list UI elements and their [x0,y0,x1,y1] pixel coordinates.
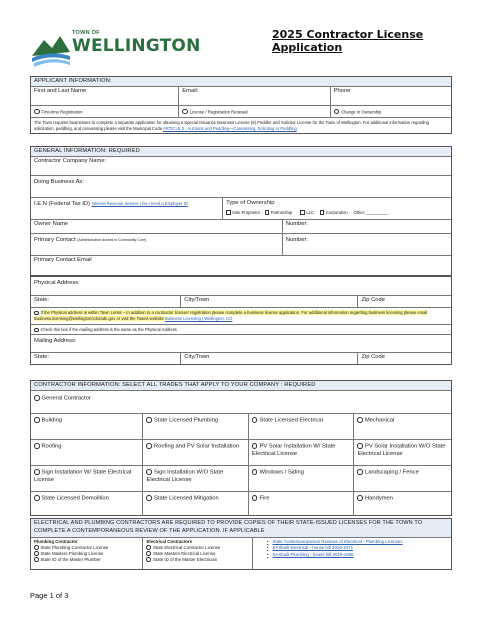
radio-icon [34,417,40,423]
applicant-section [30,76,452,134]
plumbing-item[interactable]: State ID of the Master Plumber [34,557,139,563]
logo-wellington: WELLINGTON [72,36,201,56]
own-llc-checkbox[interactable]: LLC [300,210,314,215]
primary-contact-field[interactable]: Primary Contact (Administrative Access in Community Core) [34,237,147,243]
radio-icon [34,443,40,449]
checkbox-icon [265,210,270,215]
radio-icon [146,495,152,501]
same-address-checkbox[interactable]: Check this box if the mailing address is the same as the Physical Address [31,325,451,334]
ownership-type [222,198,451,219]
document-title: 2025 Contractor License Application [272,28,424,54]
logo-town-of: TOWN OF [72,30,100,36]
ownership-type-label: Type of Ownership [226,200,275,206]
plumbing-title: Plumbing Contractor [34,539,78,544]
radio-icon [146,557,151,562]
trade-option[interactable]: Building [31,414,142,439]
radio-icon [34,311,39,316]
radio-icon [34,545,39,550]
radio-icon [34,551,39,556]
physical-address-field[interactable]: Physical Address: [34,280,80,286]
general-section [30,146,452,276]
trade-option[interactable]: Handymen [353,492,451,515]
radio-icon [252,495,258,501]
checkbox-icon [320,210,325,215]
state-field[interactable]: State: [34,297,50,303]
licenses-section [30,518,452,570]
radio-icon [34,469,40,475]
license-link[interactable]: • SAXbuilt Electrical - house bill 2016-1071 [267,545,448,551]
trade-option[interactable]: State Licensed Plumbing [142,414,248,439]
radio-icon [34,495,40,501]
owner-number-field[interactable]: Number: [282,220,451,233]
radio-icon [357,469,363,475]
primary-email-field[interactable]: Primary Contact Email [34,257,92,263]
radio-icon [146,443,152,449]
renewal-option[interactable]: License / Registration Renewal [178,106,329,117]
trade-option[interactable]: Sign Installation W/ State Electrical License [34,469,132,483]
change-ownership-option[interactable]: Change in Ownership [330,106,451,117]
applicant-header: APPLICANT INFORMATION: [31,77,451,86]
radio-icon [182,109,188,115]
license-link[interactable]: • State Contemporaneous Reviews of Electrical - Plumbing Licenses [267,539,448,545]
electrical-title: Electrical Contractors [146,539,193,544]
radio-icon [146,551,151,556]
trade-option[interactable]: Windows / Siding [248,466,354,491]
trade-option[interactable]: Fire [248,492,354,515]
solicitor-note: The Town requires businesses to complete a separate application for obtaining a Special Issuance Business License (8) Peddler and Solicitor License for the Town of Wellington. For additional information regarding solicitation, peddling, and canvassing please visit the Municipal Code ARTICLE 3 - Auctions and Peddling—Canvassing, Soliciting or Peddling [34,120,430,131]
trade-general-contractor[interactable]: General Contractor [31,391,451,413]
plumbing-contractor-list [31,538,142,569]
radio-icon [252,417,258,423]
radio-icon [334,109,340,115]
own-corporation-checkbox[interactable]: Corporation [320,210,348,215]
city-field[interactable]: City/Town [180,296,357,307]
owner-name-field[interactable]: Owner Name [34,221,69,227]
trade-option[interactable]: Sign Installation W/O State Electrical License [142,466,248,491]
own-sole-checkbox[interactable]: Sole Proprietor [226,210,260,215]
trade-option[interactable]: State Licensed Mitigation [142,492,248,515]
own-partnership-checkbox[interactable]: Partnership [265,210,292,215]
radio-icon [146,469,152,475]
trade-option[interactable]: Landscaping / Fence [353,466,451,491]
trade-option[interactable]: State Licensed Demolition [31,492,142,515]
mailing-address-field[interactable]: Mailing Address: [34,338,77,344]
zip-field[interactable]: Zip Code [357,296,451,307]
license-link[interactable]: • SAXbuilt Plumbing - house bill 2019-1086 [267,552,448,558]
trade-option[interactable]: State Licensed Electrical [248,414,354,439]
checkbox-icon [226,210,231,215]
irs-employer-id-link[interactable]: Internal Revenue Service | Do I need a Employer ID [91,201,188,206]
company-name-field[interactable]: Contractor Company Name: [34,158,107,164]
general-header: GENERAL INFORMATION: REQUIRED [31,147,451,156]
electrical-item[interactable]: State Electrical Contractor License [146,545,248,551]
radio-icon [357,417,363,423]
trade-option[interactable]: PV Solar Installation W/O State Electrical License [353,440,451,465]
municipal-code-link[interactable]: ARTICLE 3 - Auctions and Peddling—Canvassing, Soliciting or Peddling [162,125,297,131]
contact-number-field[interactable]: Number: [282,234,451,255]
trades-section [30,380,452,516]
electrical-item[interactable]: State ID of the Master Electrician [146,557,248,563]
radio-icon [252,469,258,475]
email-field[interactable]: Email: [178,87,329,105]
phone-field[interactable]: Phone [330,87,451,105]
dba-field[interactable]: Doing Business As: [34,179,84,185]
radio-icon [34,328,39,333]
plumbing-item[interactable]: State Plumbing Contractor License [34,545,139,551]
own-other-field[interactable]: Other:__________ [353,210,389,216]
page-number: Page 1 of 3 [30,591,69,600]
business-licensing-link[interactable]: Business Licensing | Wellington, CO [165,316,233,322]
first-last-name-field[interactable]: First and Last Name [34,88,87,94]
first-time-registration-option[interactable]: First-time Registration [31,106,178,117]
radio-icon [357,495,363,501]
trade-option[interactable]: Mechanical [353,414,451,439]
business-license-notice: If the Physical address is within Town Limits – In addition to a contractor license/ registration please complete a business license application. For additional information regarding business licensing please email Business.licensing@wellingtoncolorado.gov or visit the Towns website Business Licensing | Wellington, CO [34,310,428,322]
checkbox-icon [300,210,305,215]
licenses-header: ELECTRICAL AND PLUMBING CONTRACTORS ARE REQUIRED TO PROVIDE COPIES OF THEIR STATE-ISSUED LICENSES FOR THE TOWN TO COMPLETE A CONTEMPORANEOUS REVIEW OF THE APPLICATION. IF APPLICABLE [31,519,451,537]
mailing-city-field[interactable]: City/Town [180,353,357,364]
radio-icon [357,443,363,449]
ien-field[interactable]: I.E.N (Federal Tax ID) Internal Revenue Service | Do I need a Employer ID [34,201,188,207]
trade-option[interactable]: Roofing and PV Solar Installation [142,440,248,465]
radio-icon [34,109,40,115]
radio-icon [34,395,40,401]
radio-icon [146,417,152,423]
radio-icon [146,545,151,550]
trades-header: CONTRACTOR INFORMATION: SELECT ALL TRADES THAT APPLY TO YOUR COMPANY : REQUIRED [31,381,451,390]
mailing-state-field[interactable]: State: [34,354,50,360]
address-section [30,276,452,365]
plumbing-item[interactable]: State Masters Plumbing License [34,551,139,557]
radio-icon [252,443,258,449]
radio-icon [34,557,39,562]
electrical-contractor-list [142,538,251,569]
license-links-list [252,538,451,569]
electrical-item[interactable]: State Masters Electrical License [146,551,248,557]
mailing-zip-field[interactable]: Zip Code [357,353,451,364]
trade-option[interactable]: PV Solar Installation W/ State Electrical License [248,440,354,465]
trade-option[interactable]: Roofing [31,440,142,465]
